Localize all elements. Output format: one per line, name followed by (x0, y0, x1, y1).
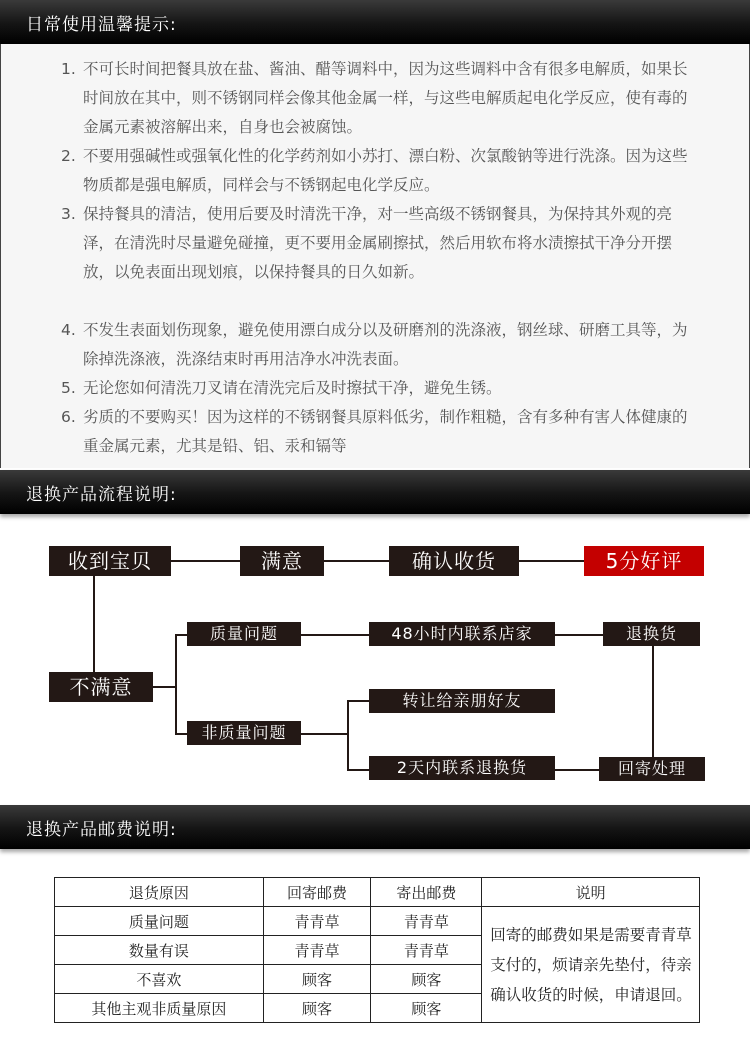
header-return-postage: 回寄邮费 (263, 878, 371, 907)
flow-step-review: 5分好评 (584, 546, 704, 576)
flow-connector (152, 686, 176, 688)
tip-number: 6. (61, 408, 76, 426)
flow-step-transfer: 转让给亲朋好友 (369, 689, 555, 713)
flow-connector (170, 560, 586, 562)
tip-number: 4. (61, 321, 76, 339)
tip-text: 不发生表面划伤现象，避免使用漂白成分以及研磨剂的洗涤液，钢丝球、研磨工具等，为除掉洗涤液，洗涤结束时再用洁净水冲洗表面。 (83, 321, 688, 368)
table-header-row (55, 878, 700, 907)
tip-number: 3. (61, 205, 76, 223)
header-send-postage: 寄出邮费 (371, 878, 482, 907)
flow-connector (175, 733, 187, 735)
flow-section-title: 退换产品流程说明: (26, 485, 177, 505)
flow-connector (347, 700, 369, 702)
tip-number: 2. (61, 147, 76, 165)
tip-item (61, 200, 701, 287)
tip-item (61, 374, 701, 403)
tips-section-title: 日常使用温馨提示: (26, 15, 177, 35)
flow-connector (347, 700, 349, 770)
flow-step-unsatisfied: 不满意 (49, 672, 153, 702)
tip-text: 保持餐具的清洁，使用后要及时清洗干净，对一些高级不锈钢餐具，为保持其外观的亮泽，在清洗时尽量避免碰撞，更不要用金属刷擦拭，然后用软布将水渍擦拭干净分开摆放，以免表面出现划痕，以保持餐具的日久如新。 (83, 205, 673, 281)
cell-reason: 数量有误 (55, 936, 264, 965)
cell-reason: 其他主观非质量原因 (55, 994, 264, 1023)
flow-connector (652, 646, 654, 758)
cell-return-postage: 顾客 (263, 965, 371, 994)
tip-text: 劣质的不要购买！因为这样的不锈钢餐具原料低劣，制作粗糙，含有多种有害人体健康的重金属元素，尤其是铅、铝、汞和镉等 (83, 408, 688, 455)
flow-step-non-quality-issue: 非质量问题 (187, 721, 301, 745)
header-reason: 退货原因 (55, 878, 264, 907)
flow-step-exchange: 退换货 (603, 622, 700, 646)
tip-item (61, 316, 701, 374)
flow-step-contact-2d: 2天内联系退换货 (369, 756, 555, 780)
tip-text: 不要用强碱性或强氧化性的化学药剂如小苏打、漂白粉、次氯酸钠等进行洗涤。因为这些物质都是强电解质，同样会与不锈钢起电化学反应。 (83, 147, 688, 194)
postage-table (54, 877, 700, 1023)
cell-send-postage: 青青草 (371, 907, 482, 936)
flow-connector (175, 634, 177, 734)
flow-connector (300, 733, 348, 735)
flow-step-receive: 收到宝贝 (49, 546, 171, 576)
tip-item (61, 55, 701, 142)
postage-section-title: 退换产品邮费说明: (26, 820, 177, 840)
flow-header-band (0, 470, 750, 514)
flow-step-return-process: 回寄处理 (599, 757, 705, 781)
flow-step-confirm: 确认收货 (389, 546, 519, 576)
tip-item (61, 403, 701, 461)
table-row (55, 907, 700, 936)
tip-text: 无论您如何清洗刀叉请在清洗完后及时擦拭干净，避免生锈。 (83, 379, 502, 397)
postage-header-band (0, 805, 750, 849)
tips-header-band (0, 0, 750, 44)
cell-send-postage: 顾客 (371, 965, 482, 994)
cell-send-postage: 顾客 (371, 994, 482, 1023)
postage-note: 回寄的邮费如果是需要青青草支付的，烦请亲先垫付，待亲确认收货的时候，申请退回。 (482, 907, 700, 1023)
flow-connector (175, 634, 187, 636)
flow-step-contact-48h: 48小时内联系店家 (369, 622, 555, 646)
tip-item (61, 142, 701, 200)
header-note: 说明 (482, 878, 700, 907)
cell-reason: 不喜欢 (55, 965, 264, 994)
flow-connector (93, 575, 95, 673)
flow-step-quality-issue: 质量问题 (187, 622, 301, 646)
cell-reason: 质量问题 (55, 907, 264, 936)
cell-return-postage: 顾客 (263, 994, 371, 1023)
cell-return-postage: 青青草 (263, 907, 371, 936)
tip-number: 1. (61, 60, 76, 78)
flow-step-satisfied: 满意 (240, 546, 324, 576)
tips-panel (0, 44, 750, 468)
tip-number: 5. (61, 379, 76, 397)
tip-text: 不可长时间把餐具放在盐、酱油、醋等调料中，因为这些调料中含有很多电解质，如果长时间放在其中，则不锈钢同样会像其他金属一样，与这些电解质起电化学反应，使有毒的金属元素被溶解出来，自身也会被腐蚀。 (83, 60, 688, 136)
cell-send-postage: 青青草 (371, 936, 482, 965)
cell-return-postage: 青青草 (263, 936, 371, 965)
